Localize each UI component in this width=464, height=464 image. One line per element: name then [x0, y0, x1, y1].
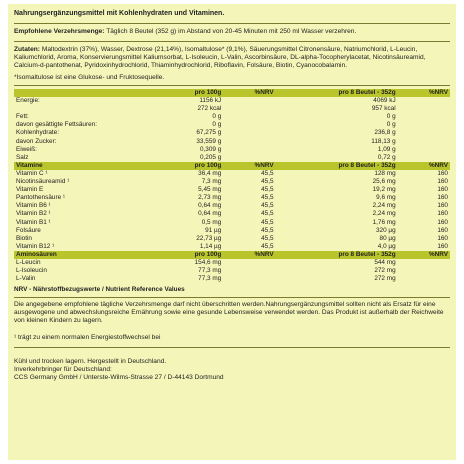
vitamin-row	[14, 186, 450, 194]
divider	[14, 347, 450, 348]
ingredients-label: Zutaten:	[14, 46, 41, 53]
amino-acid-cell: 154,6 mg	[194, 258, 222, 266]
nutrition-row	[14, 113, 450, 121]
dosage-text	[14, 28, 450, 36]
nrv-footer: NRV - Nährstoffbezugswerte / Nutrient Reference Values	[14, 286, 185, 294]
amino-acid-cell: 272 mg	[374, 275, 396, 283]
nutrition-cell	[223, 121, 275, 129]
amino-acid-cell: 272 mg	[374, 267, 396, 275]
nutrition-header-cell: %NRV	[223, 89, 275, 97]
nutrition-cell: 67,275 g	[196, 129, 222, 137]
nutrition-cell	[398, 129, 450, 137]
divider	[14, 85, 450, 86]
nutrition-cell: Salz	[16, 153, 29, 161]
vitamin-row	[14, 170, 450, 178]
nutrition-cell: 0,309 g	[199, 145, 222, 153]
dosage-label: Empfohlene Verzehrsmenge:	[14, 28, 105, 35]
nutrition-cell	[223, 97, 275, 105]
vitamin-cell: 2,73 mg	[198, 194, 222, 202]
vitamin-cell: 25,6 mg	[372, 178, 396, 186]
amino-acid-cell: 544 mg	[374, 258, 396, 266]
vitamin-header-cell: pro 8 Beutel - 352g	[276, 162, 398, 170]
amino-acid-cell	[223, 267, 275, 275]
vitamin-cell: 0,64 mg	[198, 210, 222, 218]
warning-text: Die angegebene empfohlene tägliche Verzehrsmenge darf nicht überschritten werden.Nahrungsergänzungsmittel sollten nicht als Ersatz für eine ausgewogene und abwechslungsreiche Ernährung sowie eine gesunde Lebensweise verwendet werden. Das Produkt ist außerhalb der Reichweite von kleinen Kindern zu lagern.	[14, 301, 444, 325]
nutrition-cell: 0,205 g	[199, 153, 222, 161]
nutrition-cell: davon Zucker:	[16, 137, 57, 145]
amino-acid-cell	[398, 259, 450, 267]
nutrition-row	[14, 129, 450, 137]
divider	[14, 23, 450, 24]
nutrition-cell: 272 kcal	[197, 105, 222, 113]
ingredients-text	[14, 46, 450, 70]
vitamin-cell: 45,5	[261, 218, 274, 226]
nutrition-cell: 0 g	[386, 121, 396, 129]
vitamin-cell: 45,5	[261, 169, 274, 177]
nutrition-cell: Kohlenhydrate:	[16, 129, 59, 137]
amino-acid-cell: 77,3 mg	[198, 275, 222, 283]
vitamin-cell: Nicotinsäureamid ¹	[16, 178, 70, 186]
ingredients-value: Maltodextrin (37%), Wasser, Dextrose (21,14%), Isomaltulose* (9,1%), Säuerungsmittel Citronensäure, Natriumchlorid, L-Leucin, Kaliumchlorid, Aroma, Konservierungsmittel Kaliumsorbat, L-Isoleucin, L-Valin, Ascorbinsäure, DL-alpha-Tocopherylacetat, Nicotinsäureamid, Calcium-d-pantothenat, Pyridoxinhydrochlorid, Thiaminhydrochlorid, Riboflavin, Folsäure, Biotin, Cyanocobalamin.	[14, 46, 426, 69]
nutrition-cell: 1156 kJ	[199, 97, 222, 105]
product-title: Nahrungsergänzungsmittel mit Kohlenhydraten und Vitaminen.	[14, 10, 225, 17]
amino-acid-row	[14, 259, 450, 267]
amino-acid-cell: 77,3 mg	[198, 267, 222, 275]
amino-acid-row	[14, 275, 450, 283]
nutrition-row	[14, 121, 450, 129]
amino-acid-cell	[223, 259, 275, 267]
vitamin-cell: Biotin	[16, 234, 32, 242]
vitamin-cell: Vitamin B1 ¹	[16, 218, 51, 226]
nutrition-cell: 0 g	[212, 121, 222, 129]
vitamin-cell: 2,24 mg	[372, 210, 396, 218]
nutrition-header-cell: pro 8 Beutel - 352g	[276, 89, 398, 97]
nutrition-cell	[223, 129, 275, 137]
vitamin-cell: 2,24 mg	[372, 202, 396, 210]
vitamin-cell: 1,76 mg	[372, 218, 396, 226]
vitamin-cell: 45,5	[261, 242, 274, 250]
amino-acid-row	[14, 267, 450, 275]
amino-acid-cell: L-Leucin	[16, 258, 41, 266]
nutrition-cell: 4069 kJ	[373, 97, 396, 105]
amino-acid-cell	[223, 275, 275, 283]
manufacturer-info	[14, 358, 450, 382]
vitamin-cell: 160	[437, 226, 448, 234]
amino-acid-header-cell: pro 100g	[149, 251, 223, 259]
vitamin-row	[14, 194, 450, 202]
nutrition-row	[14, 105, 450, 113]
nutrition-cell	[223, 105, 275, 113]
vitamin-cell: Vitamin B12 ¹	[16, 242, 55, 250]
vitamin-cell: 45,5	[261, 202, 274, 210]
nutrition-header-cell	[14, 89, 149, 97]
amino-acid-header-cell: %NRV	[398, 251, 450, 259]
vitamin-cell: Vitamin C ¹	[16, 169, 48, 177]
nutrition-cell	[398, 154, 450, 162]
vitamin-cell: 45,5	[261, 194, 274, 202]
nutrition-table	[14, 89, 450, 283]
vitamin-row	[14, 210, 450, 218]
vitamin-cell: Vitamin B2 ¹	[16, 210, 51, 218]
vitamin-row	[14, 202, 450, 210]
address-text: CCS Germany GmbH / Unterste-Wilms-Strasse 27 / D-44143 Dortmund	[14, 374, 224, 382]
vitamin-cell: 160	[437, 194, 448, 202]
vitamin-cell: 160	[437, 242, 448, 250]
vitamin-row	[14, 235, 450, 243]
nutrition-cell: 1,09 g	[377, 145, 396, 153]
nutrition-cell: 33,559 g	[196, 137, 222, 145]
vitamin-cell: 0,5 mg	[201, 218, 222, 226]
nutrition-header-row	[14, 89, 450, 97]
nutrition-label	[8, 4, 456, 460]
nutrition-cell	[398, 113, 450, 121]
vitamin-cell: 45,5	[261, 186, 274, 194]
nutrition-row	[14, 146, 450, 154]
amino-acid-cell: L-Valin	[16, 275, 36, 283]
vitamin-cell: 160	[437, 210, 448, 218]
nutrition-cell: Fett:	[16, 113, 29, 121]
vitamin-cell: 7,3 mg	[201, 178, 222, 186]
amino-acid-header-cell: %NRV	[223, 251, 275, 259]
vitamin-cell: 4,0 µg	[377, 242, 396, 250]
nutrition-cell	[398, 105, 450, 113]
vitamin-row	[14, 219, 450, 227]
vitamin-cell: 45,5	[261, 234, 274, 242]
vitamin-cell: 160	[437, 186, 448, 194]
nutrition-cell	[398, 138, 450, 146]
vitamin-cell: 160	[437, 169, 448, 177]
nutrition-cell: Energie:	[16, 97, 40, 105]
vitamin-cell: Pantothensäure ¹	[16, 194, 66, 202]
vitamin-cell: Vitamin E	[16, 186, 44, 194]
dosage-value: Täglich 8 Beutel (352 g) im Abstand von 20-45 Minuten mit 250 ml Wasser verzehren.	[104, 28, 357, 35]
nutrition-cell	[398, 97, 450, 105]
vitamin-cell: Folsäure	[16, 226, 41, 234]
nutrition-cell	[223, 138, 275, 146]
vitamin-cell: 80 µg	[379, 234, 396, 242]
nutrition-cell	[14, 105, 149, 113]
nutrition-cell	[398, 121, 450, 129]
nutrition-cell: Eiweiß:	[16, 145, 37, 153]
amino-acid-cell	[398, 275, 450, 283]
vitamin-cell: 45,5	[261, 178, 274, 186]
vitamin-cell: 320 µg	[375, 226, 396, 234]
amino-acid-cell: L-Isoleucin	[16, 267, 47, 275]
vitamin-cell: 160	[437, 202, 448, 210]
nutrition-cell	[223, 113, 275, 121]
vitamin-cell: 160	[437, 178, 448, 186]
nutrition-cell: 118,13 g	[371, 137, 396, 145]
nutrition-header-cell: %NRV	[398, 89, 450, 97]
vitamin-cell: 160	[437, 234, 448, 242]
vitamin-header-cell: %NRV	[223, 162, 275, 170]
nutrition-cell: davon gesättigte Fettsäuren:	[16, 121, 98, 129]
amino-acid-header-cell: pro 8 Beutel - 352g	[276, 251, 398, 259]
vitamin-row	[14, 178, 450, 186]
vitamin-cell: Vitamin B6 ¹	[16, 202, 51, 210]
nutrition-cell	[223, 146, 275, 154]
nutrition-row	[14, 97, 450, 105]
nutrition-header-cell: pro 100g	[149, 89, 223, 97]
vitamin-cell: 1,14 µg	[199, 242, 222, 250]
vitamin-cell: 45,5	[261, 226, 274, 234]
nutrition-cell: 957 kcal	[371, 105, 396, 113]
nutrition-cell	[398, 146, 450, 154]
divider	[14, 41, 450, 42]
nutrition-cell: 236,8 g	[374, 129, 396, 137]
amino-acid-cell	[398, 267, 450, 275]
vitamin-cell: 9,6 mg	[376, 194, 396, 202]
vitamin-header-cell: pro 100g	[149, 162, 223, 170]
vitamin-cell: 45,5	[261, 210, 274, 218]
nutrition-cell	[223, 154, 275, 162]
vitamin-cell: 5,45 mg	[198, 186, 222, 194]
amino-acid-header-row	[14, 251, 450, 259]
divider	[14, 297, 450, 298]
nutrition-cell: 0 g	[386, 113, 396, 121]
vitamin-cell: 22,73 µg	[196, 234, 222, 242]
ingredients-footnote: *Isomaltulose ist eine Glukose- und Fruktosequelle.	[14, 74, 165, 81]
storage-text: Kühl und trocken lagern. Hergestellt in Deutschland.	[14, 358, 167, 366]
vitamin-header-row	[14, 162, 450, 170]
vitamin-header-cell: %NRV	[398, 162, 450, 170]
vitamin-cell: 160	[437, 218, 448, 226]
nutrition-cell: 0,72 g	[377, 153, 396, 161]
vitamin-row	[14, 227, 450, 235]
nutrition-cell: 0 g	[212, 113, 222, 121]
nutrition-row	[14, 138, 450, 146]
vitamin-cell: 128 mg	[374, 169, 396, 177]
vitamin-cell: 19,2 mg	[372, 186, 396, 194]
vitamin-cell: 91 µg	[205, 226, 222, 234]
metabolism-note: ¹ trägt zu einem normalen Energiestoffwechsel bei	[14, 334, 161, 342]
vitamin-header-cell: Vitamine	[14, 162, 149, 170]
vitamin-row	[14, 243, 450, 251]
amino-acid-header-cell: Aminosäuren	[14, 251, 149, 259]
distributor-label: Inverkehrbringer für Deutschland:	[14, 366, 112, 374]
vitamin-cell: 0,64 mg	[198, 202, 222, 210]
nutrition-row	[14, 154, 450, 162]
vitamin-cell: 36,4 mg	[198, 169, 222, 177]
